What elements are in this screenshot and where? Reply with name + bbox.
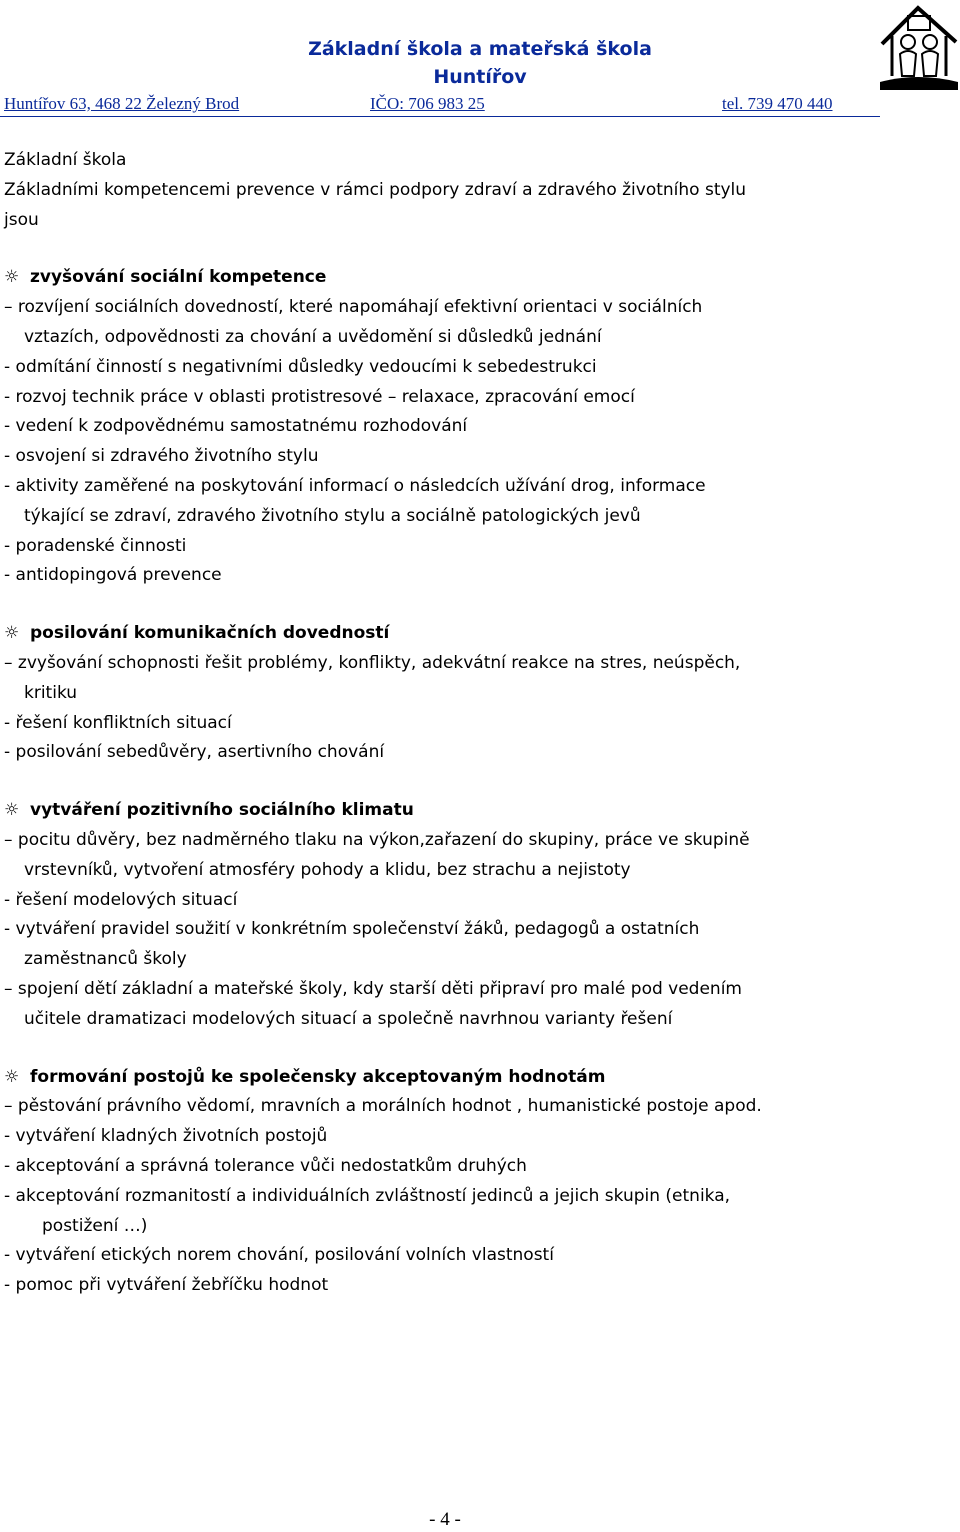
section-heading: ☼ posilování komunikačních dovedností xyxy=(4,619,954,649)
list-item: - řešení modelových situací xyxy=(4,889,238,910)
section-heading: ☼ zvyšování sociální kompetence xyxy=(4,263,954,293)
list-item: - vytváření pravidel soužití v konkrétním společenství žáků, pedagogů a ostatních xyxy=(4,919,700,940)
list-item: - aktivity zaměřené na poskytování informací o následcích užívání drog, informace xyxy=(4,475,706,496)
list-item: - odmítání činností s negativními důsledky vedoucími k sebedestrukci xyxy=(4,356,597,377)
header-contact-line xyxy=(0,94,880,117)
sun-icon: ☼ xyxy=(4,800,20,821)
intro-text: Základními kompetencemi prevence v rámci podpory zdraví a zdravého životního stylu xyxy=(4,179,747,200)
list-item: - řešení konfliktních situací xyxy=(4,712,232,733)
header-ico: IČO: 706 983 25 xyxy=(370,94,485,113)
list-item: - akceptování rozmanitostí a individuálních zvláštností jedinců a jejich skupin (etnika, xyxy=(4,1185,731,1206)
list-item: - vytváření kladných životních postojů xyxy=(4,1126,328,1147)
list-item: - vedení k zodpovědnému samostatnému rozhodování xyxy=(4,416,468,437)
list-item: - rozvoj technik práce v oblasti protistresové – relaxace, zpracování emocí xyxy=(4,386,635,407)
list-item: zaměstnanců školy xyxy=(24,949,187,970)
school-place: Huntířov xyxy=(433,66,527,88)
list-item: vrstevníků, vytvoření atmosféry pohody a klidu, bez strachu a nejistoty xyxy=(24,859,631,880)
section-heading: ☼ vytváření pozitivního sociálního klimatu xyxy=(4,796,954,826)
sun-icon: ☼ xyxy=(4,267,20,288)
school-name: Základní škola a mateřská škola xyxy=(308,38,652,60)
document-body xyxy=(4,146,954,1301)
sun-icon: ☼ xyxy=(4,623,20,644)
list-item: vztazích, odpovědnosti za chování a uvědomění si důsledků jednání xyxy=(24,326,602,347)
list-item: - posilování sebedůvěry, asertivního chování xyxy=(4,742,385,763)
list-item: - osvojení si zdravého životního stylu xyxy=(4,446,319,467)
list-item: – pocitu důvěry, bez nadměrného tlaku na výkon,zařazení do skupiny, práce ve skupině xyxy=(4,829,750,850)
list-item: týkající se zdraví, zdravého životního stylu a sociálně patologických jevů xyxy=(24,505,641,526)
list-item: - antidopingová prevence xyxy=(4,565,222,586)
list-item: – spojení dětí základní a mateřské školy, kdy starší děti připraví pro malé pod vedením xyxy=(4,978,742,999)
sun-icon: ☼ xyxy=(4,1066,20,1087)
list-item: - akceptování a správná tolerance vůči nedostatkům druhých xyxy=(4,1155,527,1176)
intro-text-cont: jsou xyxy=(4,209,39,230)
list-item: – zvyšování schopnosti řešit problémy, konflikty, adekvátní reakce na stres, neúspěch, xyxy=(4,652,741,673)
list-item: - vytváření etických norem chování, posilování volních vlastností xyxy=(4,1245,554,1266)
list-item: – pěstování právního vědomí, mravních a morálních hodnot , humanistické postoje apod. xyxy=(4,1096,762,1117)
list-item: kritiku xyxy=(24,682,78,703)
header-phone: tel. 739 470 440 xyxy=(722,94,833,113)
list-item: učitele dramatizaci modelových situací a společně navrhnou varianty řešení xyxy=(24,1008,673,1029)
list-item: - poradenské činnosti xyxy=(4,535,187,556)
page-number: - 4 - xyxy=(429,1509,461,1530)
section-heading: ☼ formování postojů ke společensky akceptovaným hodnotám xyxy=(4,1063,954,1093)
list-item: - pomoc při vytváření žebříčku hodnot xyxy=(4,1275,329,1296)
header-address: Huntířov 63, 468 22 Železný Brod xyxy=(4,94,240,113)
list-item: – rozvíjení sociálních dovedností, které napomáhají efektivní orientaci v sociálních xyxy=(4,297,703,318)
list-item: postižení …) xyxy=(42,1215,148,1236)
intro-title: Základní škola xyxy=(4,150,127,170)
school-logo-icon xyxy=(878,2,960,92)
